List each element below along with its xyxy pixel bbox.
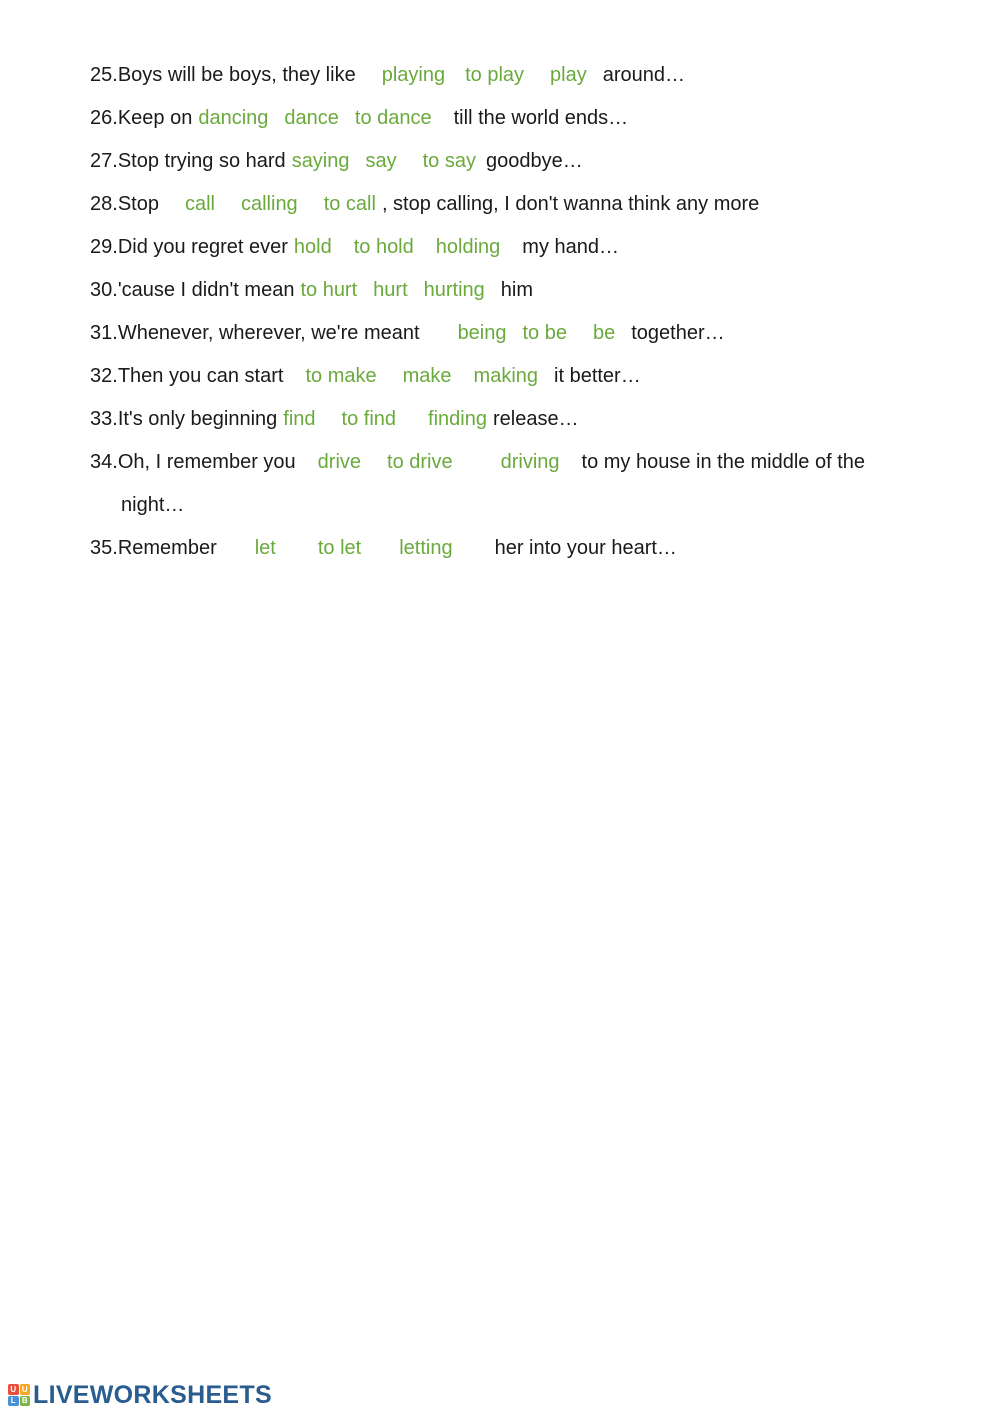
answer-option[interactable]: to play (465, 64, 525, 86)
sentence-number: 28. (90, 193, 118, 215)
answer-option[interactable]: dancing (198, 107, 269, 129)
sentence-number: 25. (90, 64, 118, 86)
sentence-text: my hand… (522, 236, 619, 258)
answer-option[interactable]: be (592, 322, 616, 344)
answer-option[interactable]: say (365, 150, 397, 172)
sentence-line (90, 144, 950, 187)
sentence-text: it better… (554, 365, 641, 387)
sentence-text: him (500, 279, 534, 301)
liveworksheets-logo (8, 1380, 272, 1410)
answer-option[interactable]: to be (522, 322, 567, 344)
answer-option[interactable]: find (283, 408, 316, 430)
sentence-line (90, 531, 950, 574)
sentence-line (90, 101, 950, 144)
sentence-line (90, 402, 950, 445)
answer-option[interactable]: calling (240, 193, 298, 215)
sentence-text: Then you can start (117, 365, 284, 387)
sentence-text: release… (492, 408, 579, 430)
sentence-text: till the world ends… (453, 107, 629, 129)
sentence-text: Stop (117, 193, 159, 215)
answer-option[interactable]: to call (323, 193, 376, 215)
sentence-text: 'cause I didn't mean (117, 279, 295, 301)
sentence-text: Stop trying so hard (117, 150, 286, 172)
sentence-line (90, 445, 950, 488)
answer-option[interactable]: call (184, 193, 215, 215)
sentence-text: Remember (117, 537, 217, 559)
answer-option[interactable]: let (254, 537, 276, 559)
sentence-text: , stop calling, I don't wanna think any more (381, 193, 760, 215)
sentence-number: 35. (90, 537, 118, 559)
answer-option[interactable]: make (402, 365, 452, 387)
logo-mark-letter: B (20, 1396, 31, 1407)
sentence-text: to my house in the middle of the (581, 451, 866, 473)
sentence-line (90, 488, 950, 531)
answer-option[interactable]: to say (422, 150, 476, 172)
sentence-text: Whenever, wherever, we're meant (117, 322, 420, 344)
sentence-number: 32. (90, 365, 118, 387)
answer-option[interactable]: to drive (387, 451, 453, 473)
answer-option[interactable]: finding (428, 408, 487, 430)
answer-option[interactable]: dance (284, 107, 339, 129)
logo-mark-letter: L (8, 1396, 19, 1407)
sentence-text: goodbye… (485, 150, 583, 172)
sentence-line (90, 230, 950, 273)
sentence-number: 31. (90, 322, 118, 344)
sentence-text: It's only beginning (117, 408, 278, 430)
sentence-text: night… (121, 494, 185, 516)
answer-option[interactable]: being (457, 322, 507, 344)
answer-option[interactable]: to dance (354, 107, 432, 129)
answer-option[interactable]: playing (381, 64, 446, 86)
sentence-line (90, 316, 950, 359)
sentence-text: Boys will be boys, they like (117, 64, 356, 86)
sentence-text: her into your heart… (494, 537, 677, 559)
sentence-number: 33. (90, 408, 118, 430)
worksheet (90, 58, 950, 574)
answer-option[interactable]: to find (341, 408, 397, 430)
logo-mark-letter: U (8, 1384, 19, 1395)
answer-option[interactable]: hurt (373, 279, 408, 301)
answer-option[interactable]: hold (293, 236, 332, 258)
answer-option[interactable]: play (550, 64, 587, 86)
sentence-line (90, 58, 950, 101)
sentence-text: Did you regret ever (117, 236, 288, 258)
logo-mark-letter: U (20, 1384, 31, 1395)
answer-option[interactable]: to hold (353, 236, 414, 258)
sentence-text: Keep on (117, 107, 193, 129)
answer-option[interactable]: to make (305, 365, 377, 387)
sentence-line (90, 187, 950, 230)
answer-option[interactable]: to hurt (300, 279, 358, 301)
sentence-number: 27. (90, 150, 118, 172)
answer-option[interactable]: hurting (423, 279, 485, 301)
answer-option[interactable]: saying (291, 150, 350, 172)
sentence-text: together… (631, 322, 725, 344)
answer-option[interactable]: holding (435, 236, 501, 258)
answer-option[interactable]: to let (317, 537, 362, 559)
logo-mark-icon (8, 1384, 30, 1406)
sentence-number: 34. (90, 451, 118, 473)
answer-option[interactable]: drive (317, 451, 362, 473)
sentence-text: Oh, I remember you (117, 451, 296, 473)
sentence-text: around… (602, 64, 686, 86)
logo-text: LIVEWORKSHEETS (33, 1380, 272, 1409)
answer-option[interactable]: making (473, 365, 539, 387)
sentence-line (90, 273, 950, 316)
answer-option[interactable]: driving (500, 451, 560, 473)
sentence-number: 26. (90, 107, 118, 129)
sentence-number: 29. (90, 236, 118, 258)
sentence-list (90, 58, 950, 574)
sentence-number: 30. (90, 279, 118, 301)
answer-option[interactable]: letting (399, 537, 453, 559)
sentence-line (90, 359, 950, 402)
